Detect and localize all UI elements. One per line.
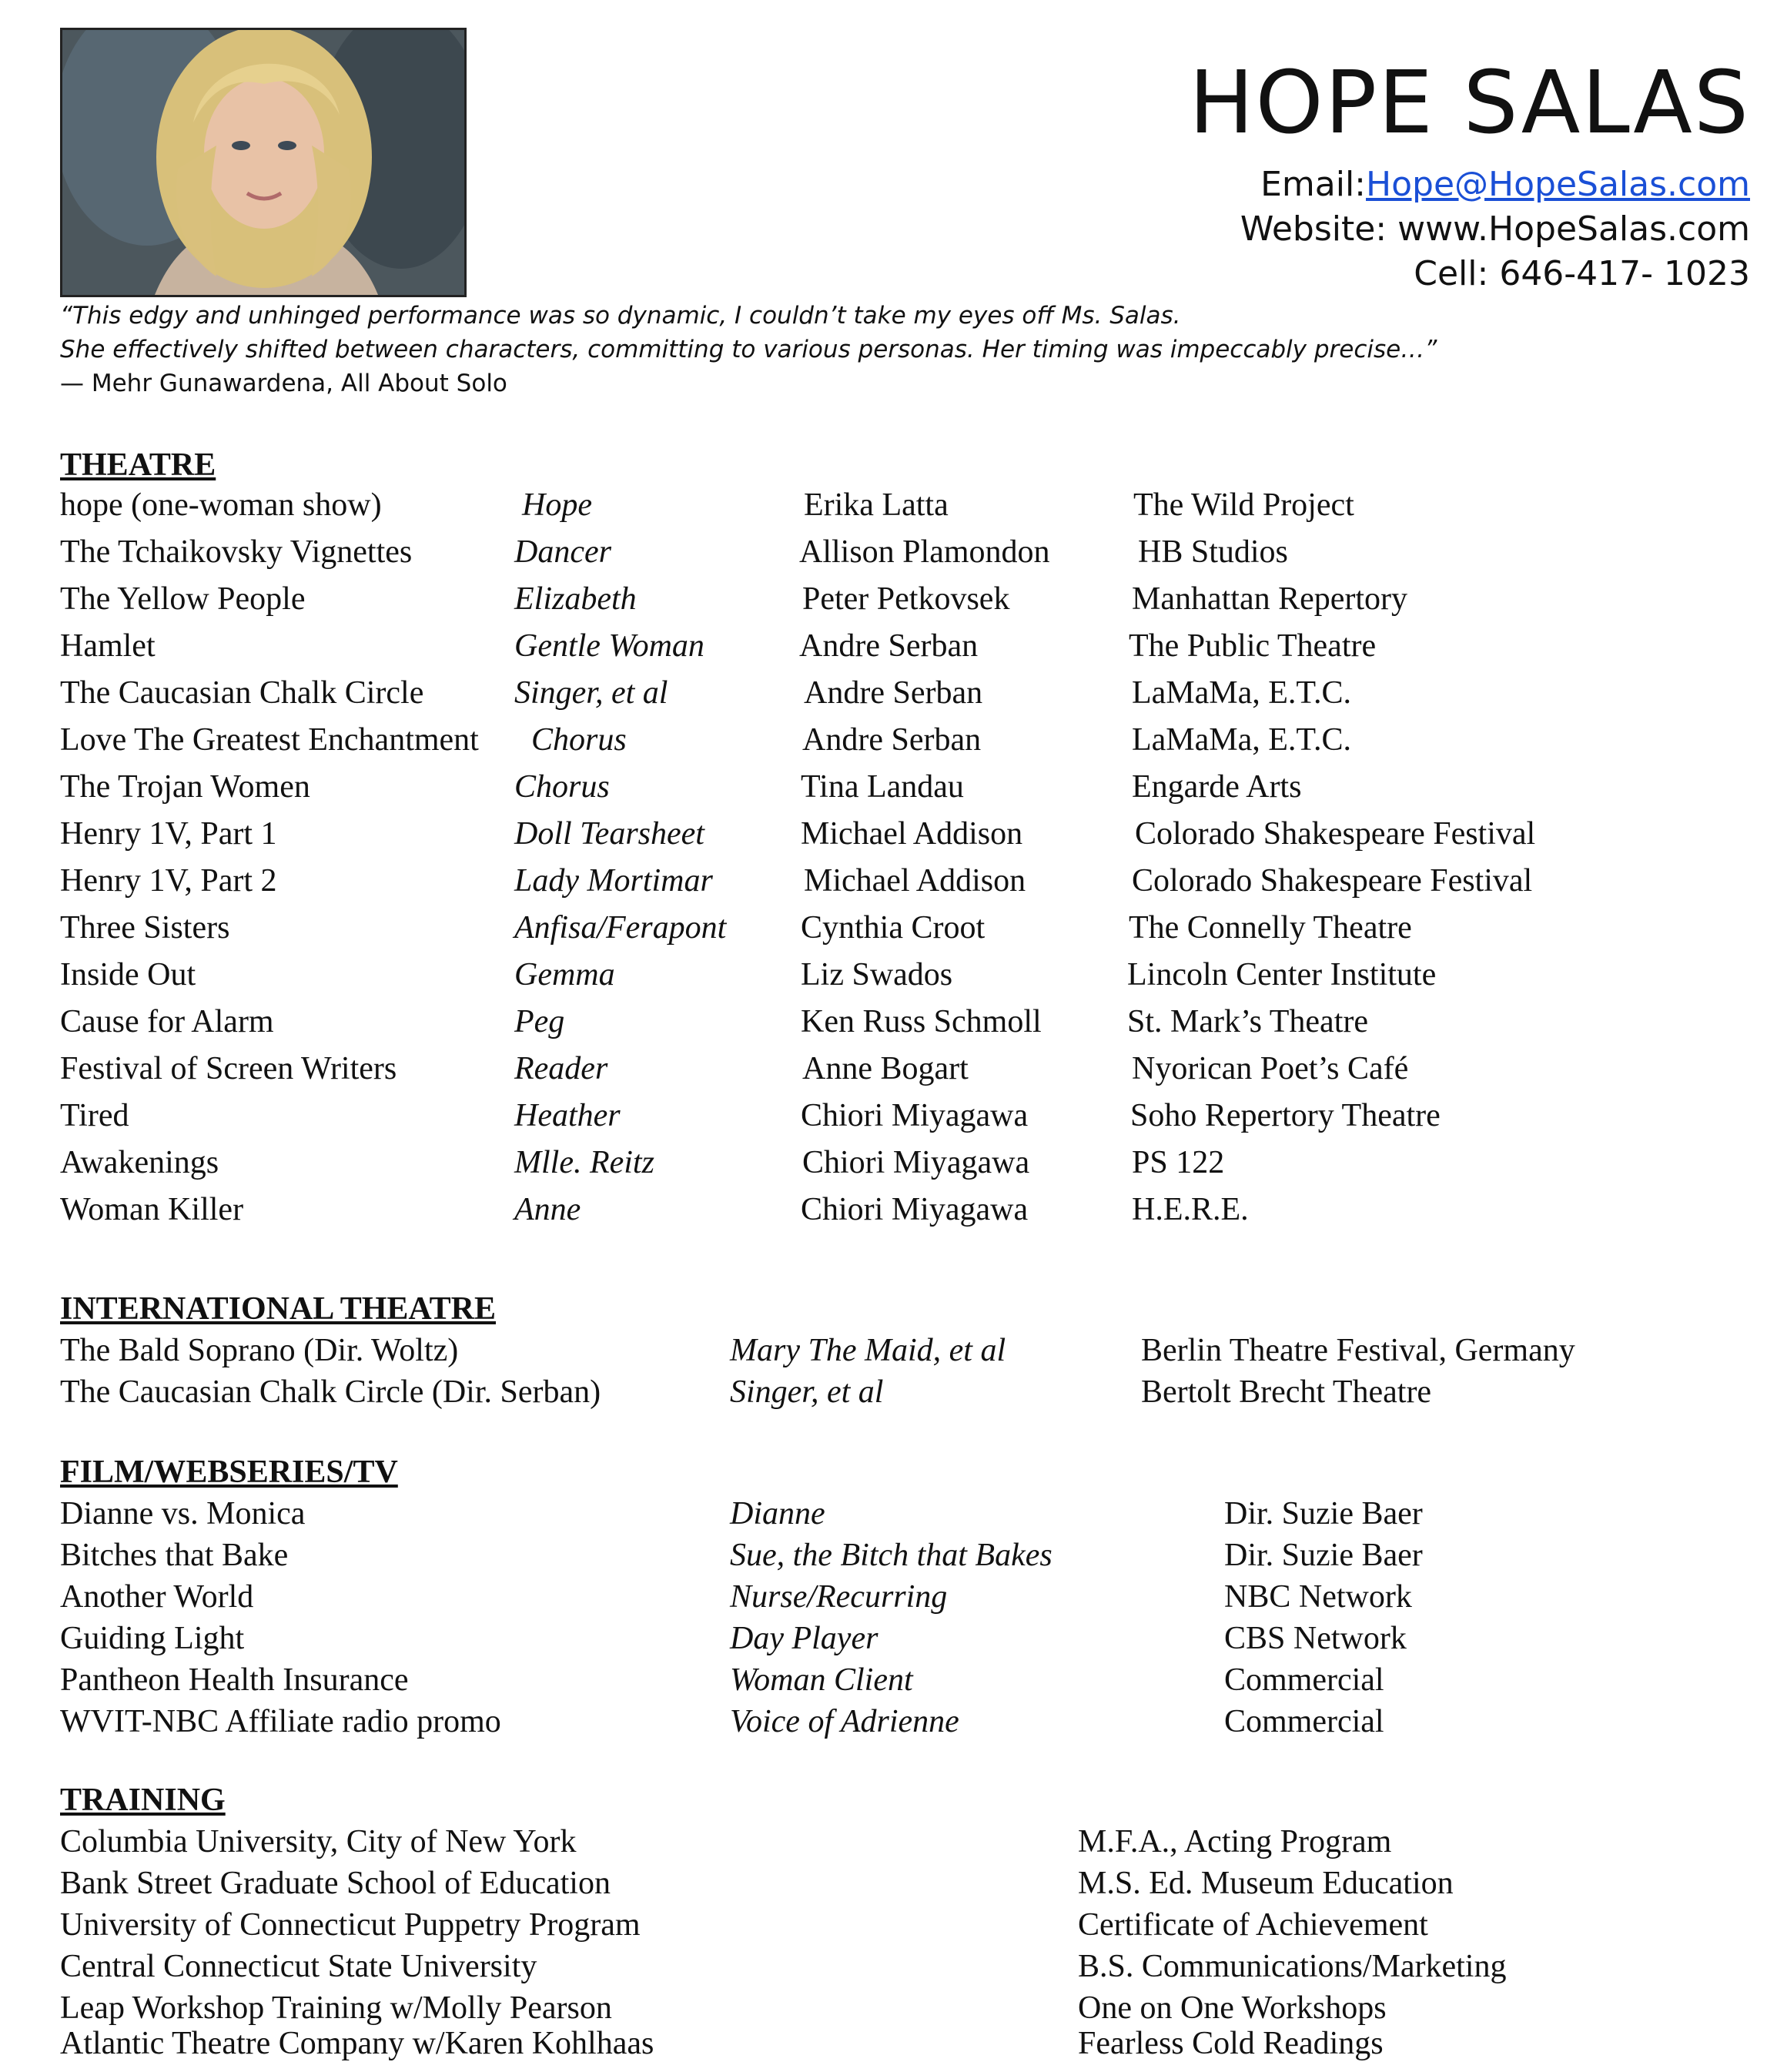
school: University of Connecticut Puppetry Program — [60, 1907, 641, 1943]
email-label: Email: — [1260, 165, 1367, 204]
show-title: Henry 1V, Part 1 — [60, 816, 277, 852]
international-heading: INTERNATIONAL THEATRE — [60, 1291, 496, 1327]
show-title: Three Sisters — [60, 910, 230, 946]
director: Ken Russ Schmoll — [801, 1004, 1042, 1039]
show-title: Tired — [60, 1098, 129, 1133]
role: Day Player — [730, 1621, 878, 1656]
show-title: hope (one-woman show) — [60, 487, 382, 523]
film-row — [0, 1495, 1767, 1541]
show-title: The Trojan Women — [60, 769, 310, 805]
show-title: Woman Killer — [60, 1192, 244, 1227]
role: Heather — [514, 1098, 621, 1133]
theatre-row — [0, 1144, 1767, 1190]
role: Gemma — [514, 957, 615, 992]
show-title: Cause for Alarm — [60, 1004, 274, 1039]
cell-line: Cell: 646-417- 1023 — [1414, 254, 1750, 293]
venue: Nyorican Poet’s Café — [1132, 1051, 1409, 1086]
email-line — [1260, 165, 1750, 206]
venue: St. Mark’s Theatre — [1127, 1004, 1368, 1039]
show-title: The Caucasian Chalk Circle — [60, 675, 424, 711]
role: Doll Tearsheet — [514, 816, 704, 852]
venue: Colorado Shakespeare Festival — [1132, 863, 1533, 899]
venue: The Connelly Theatre — [1129, 910, 1412, 946]
training-heading: TRAINING — [60, 1782, 226, 1818]
theatre-row — [0, 862, 1767, 909]
credit: NBC Network — [1224, 1579, 1412, 1615]
director: Michael Addison — [804, 863, 1026, 899]
website-line: Website: www.HopeSalas.com — [1240, 209, 1750, 249]
venue: Berlin Theatre Festival, Germany — [1141, 1333, 1575, 1368]
international-row — [0, 1374, 1767, 1420]
degree: M.F.A., Acting Program — [1078, 1824, 1392, 1859]
production-title: Guiding Light — [60, 1621, 245, 1656]
role: Dancer — [514, 534, 611, 570]
headshot-illustration — [62, 30, 464, 295]
theatre-row — [0, 1191, 1767, 1237]
director: Cynthia Croot — [801, 910, 986, 946]
role: Singer, et al — [730, 1374, 884, 1410]
director: Michael Addison — [801, 816, 1023, 852]
training-row — [0, 1865, 1767, 1911]
role: Anfisa/Ferapont — [514, 910, 727, 946]
press-quote — [60, 299, 1523, 400]
role: Peg — [514, 1004, 565, 1039]
role: Reader — [514, 1051, 608, 1086]
venue: H.E.R.E. — [1132, 1192, 1249, 1227]
degree: M.S. Ed. Museum Education — [1078, 1866, 1454, 1901]
venue: PS 122 — [1132, 1145, 1225, 1180]
show-title: The Tchaikovsky Vignettes — [60, 534, 413, 570]
international-row — [0, 1332, 1767, 1378]
role: Anne — [514, 1192, 581, 1227]
director: Andre Serban — [802, 722, 982, 758]
venue: HB Studios — [1138, 534, 1288, 570]
theatre-heading: THEATRE — [60, 447, 216, 483]
role: Nurse/Recurring — [730, 1579, 948, 1615]
show-title: Festival of Screen Writers — [60, 1051, 397, 1086]
venue: The Wild Project — [1133, 487, 1354, 523]
production-title: Dianne vs. Monica — [60, 1496, 306, 1531]
role: Dianne — [730, 1496, 825, 1531]
film-heading: FILM/WEBSERIES/TV — [60, 1454, 398, 1490]
show-title: Awakenings — [60, 1145, 219, 1180]
show-title: Hamlet — [60, 628, 156, 664]
role: Elizabeth — [514, 581, 637, 617]
role: Chorus — [531, 722, 627, 758]
training-row — [0, 1906, 1767, 1953]
director: Peter Petkovsek — [802, 581, 1010, 617]
credit: Dir. Suzie Baer — [1224, 1538, 1423, 1573]
production-title: WVIT-NBC Affiliate radio promo — [60, 1704, 501, 1739]
venue: Engarde Arts — [1132, 769, 1302, 805]
director: Chiori Miyagawa — [802, 1145, 1030, 1180]
director: Liz Swados — [801, 957, 953, 992]
role: Mlle. Reitz — [514, 1145, 654, 1180]
credit: Commercial — [1224, 1662, 1384, 1698]
name-heading: HOPE SALAS — [1189, 53, 1750, 153]
show-title: Henry 1V, Part 2 — [60, 863, 277, 899]
role: Mary The Maid, et al — [730, 1333, 1006, 1368]
director: Chiori Miyagawa — [801, 1192, 1029, 1227]
venue: Bertolt Brecht Theatre — [1141, 1374, 1432, 1410]
venue: LaMaMa, E.T.C. — [1132, 722, 1351, 758]
degree: One on One Workshops — [1078, 1990, 1387, 2026]
theatre-row — [0, 487, 1767, 533]
credit: Commercial — [1224, 1704, 1384, 1739]
role: Gentle Woman — [514, 628, 704, 664]
theatre-row — [0, 534, 1767, 580]
role: Woman Client — [730, 1662, 913, 1698]
production-title: Another World — [60, 1579, 254, 1615]
venue: The Public Theatre — [1129, 628, 1377, 664]
venue: Soho Repertory Theatre — [1130, 1098, 1441, 1133]
film-row — [0, 1703, 1767, 1749]
show-title: Love The Greatest Enchantment — [60, 722, 479, 758]
credit: Dir. Suzie Baer — [1224, 1496, 1423, 1531]
production-title: Pantheon Health Insurance — [60, 1662, 409, 1698]
credit: CBS Network — [1224, 1621, 1407, 1656]
show-title: The Yellow People — [60, 581, 306, 617]
venue: LaMaMa, E.T.C. — [1132, 675, 1351, 711]
theatre-row — [0, 721, 1767, 768]
production-title: Bitches that Bake — [60, 1538, 289, 1573]
email-link[interactable]: Hope@HopeSalas.com — [1366, 165, 1750, 204]
school: Leap Workshop Training w/Molly Pearson — [60, 1990, 612, 2026]
show-title: Inside Out — [60, 957, 196, 992]
theatre-row — [0, 956, 1767, 1003]
role: Chorus — [514, 769, 610, 805]
role: Lady Mortimar — [514, 863, 713, 899]
school: Central Connecticut State University — [60, 1949, 537, 1984]
role: Voice of Adrienne — [730, 1704, 959, 1739]
theatre-row — [0, 674, 1767, 721]
training-row — [0, 2025, 1767, 2071]
training-row — [0, 1948, 1767, 1994]
director: Tina Landau — [801, 769, 964, 805]
show-title: The Bald Soprano (Dir. Woltz) — [60, 1333, 459, 1368]
film-row — [0, 1537, 1767, 1583]
headshot-photo — [60, 28, 467, 297]
role: Sue, the Bitch that Bakes — [730, 1538, 1053, 1573]
degree: Fearless Cold Readings — [1078, 2026, 1384, 2061]
director: Erika Latta — [804, 487, 949, 523]
theatre-row — [0, 1050, 1767, 1096]
film-row — [0, 1578, 1767, 1625]
theatre-row — [0, 1003, 1767, 1049]
degree: B.S. Communications/Marketing — [1078, 1949, 1507, 1984]
film-row — [0, 1662, 1767, 1708]
quote-line-2: She effectively shifted between characters, committing to various personas. Her timing was impeccably precise…” — [60, 336, 1437, 363]
director: Chiori Miyagawa — [801, 1098, 1029, 1133]
director: Allison Plamondon — [799, 534, 1050, 570]
training-row — [0, 1823, 1767, 1869]
school: Bank Street Graduate School of Education — [60, 1866, 611, 1901]
director: Anne Bogart — [802, 1051, 969, 1086]
degree: Certificate of Achievement — [1078, 1907, 1428, 1943]
show-title: The Caucasian Chalk Circle (Dir. Serban) — [60, 1374, 601, 1410]
theatre-row — [0, 768, 1767, 815]
venue: Lincoln Center Institute — [1127, 957, 1437, 992]
theatre-row — [0, 581, 1767, 627]
director: Andre Serban — [799, 628, 979, 664]
school: Atlantic Theatre Company w/Karen Kohlhaas — [60, 2026, 654, 2061]
theatre-row — [0, 1097, 1767, 1143]
quote-line-1: “This edgy and unhinged performance was so dynamic, I couldn’t take my eyes off Ms. Salas. — [60, 302, 1181, 330]
theatre-row — [0, 909, 1767, 956]
school: Columbia University, City of New York — [60, 1824, 577, 1859]
role: Hope — [522, 487, 592, 523]
director: Andre Serban — [804, 675, 983, 711]
role: Singer, et al — [514, 675, 668, 711]
theatre-row — [0, 628, 1767, 674]
film-row — [0, 1620, 1767, 1666]
theatre-row — [0, 815, 1767, 862]
quote-attribution: — Mehr Gunawardena, All About Solo — [60, 370, 507, 397]
venue: Colorado Shakespeare Festival — [1135, 816, 1536, 852]
venue: Manhattan Repertory — [1132, 581, 1408, 617]
